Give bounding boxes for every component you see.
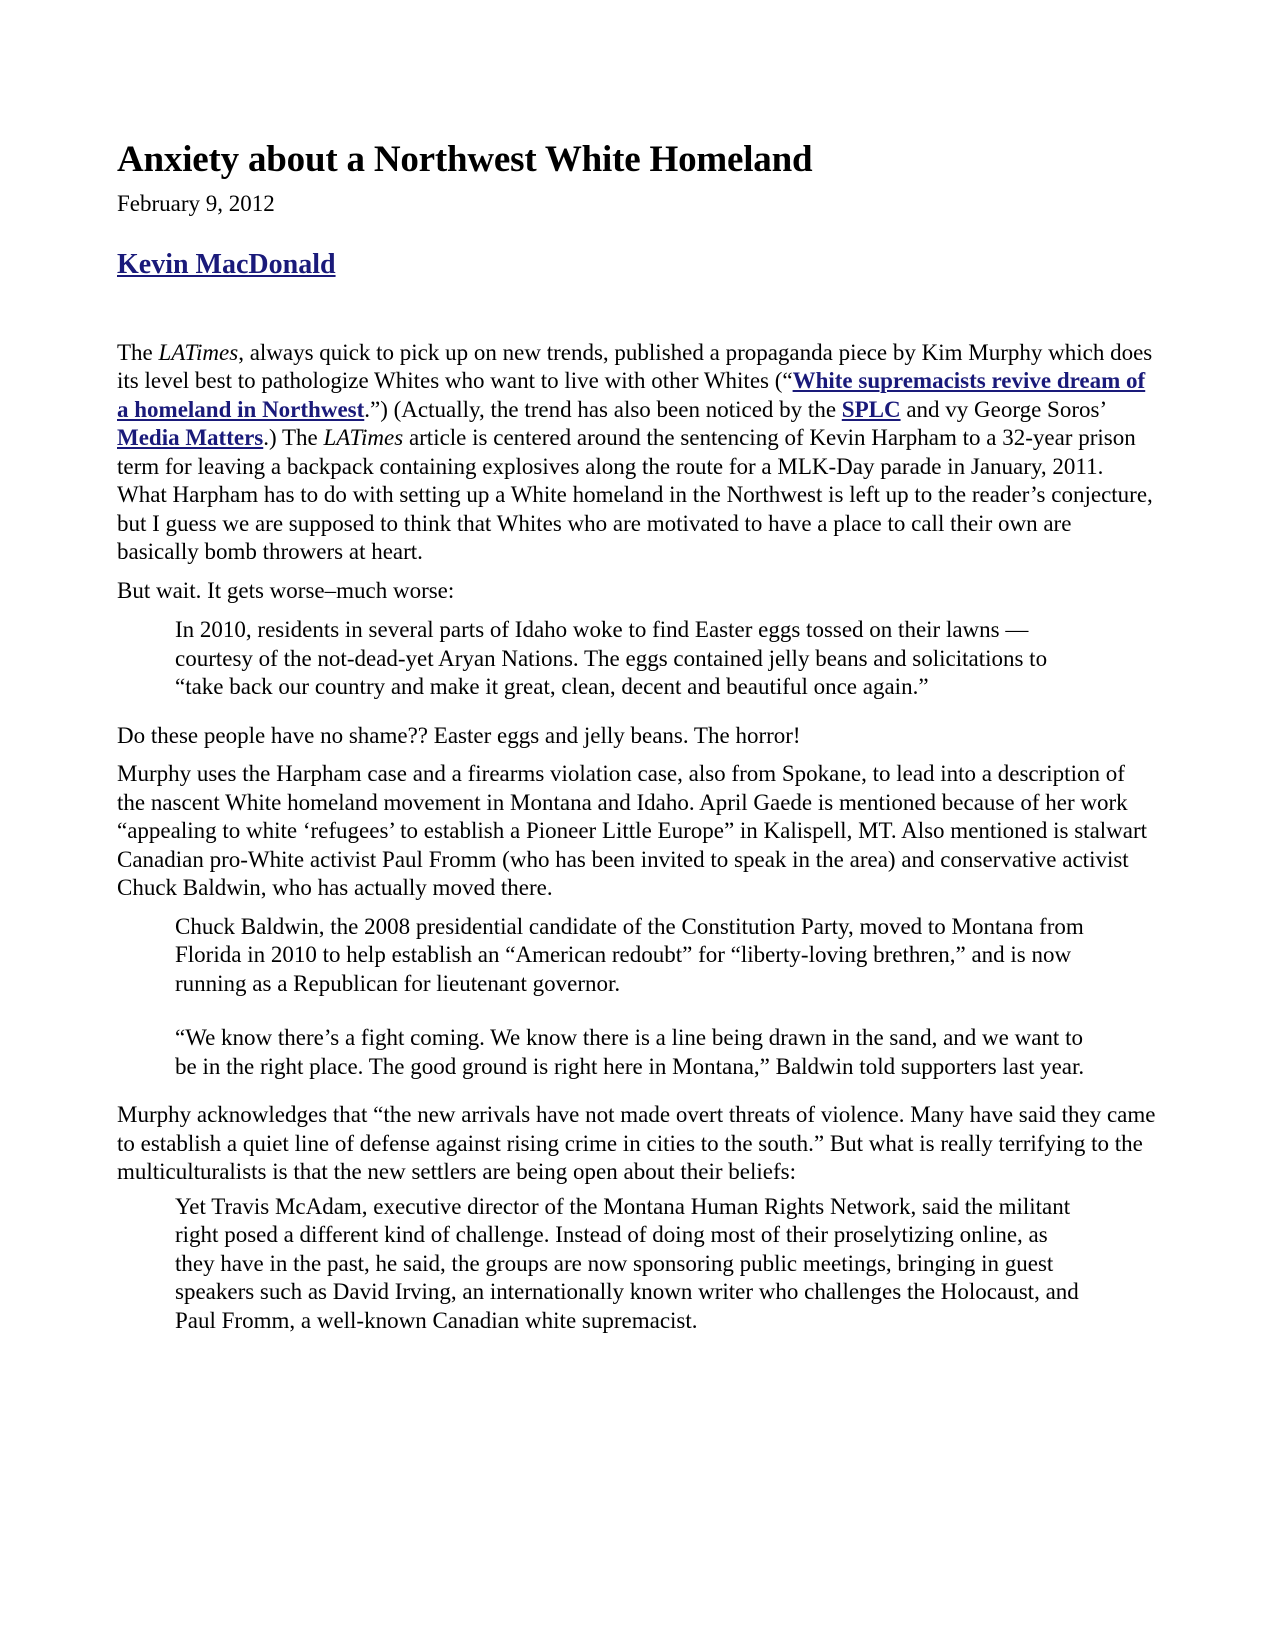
author-link[interactable]: Kevin MacDonald — [117, 248, 336, 280]
publication-name: LATimes — [158, 339, 239, 365]
paragraph-transition: But wait. It gets worse–much worse: — [117, 577, 455, 603]
article-title: Anxiety about a Northwest White Homeland — [117, 139, 813, 180]
blockquote-baldwin — [175, 913, 1090, 1082]
paragraph-acknowledges: Murphy acknowledges that “the new arrivals have not made overt threats of violence. Many have said they came to establish a quiet line of defense against rising crime in cities to the south.” But what is really terrifying to the multiculturalists is that the new settlers are being open about their beliefs: — [117, 1102, 1156, 1185]
paragraph-shame: Do these people have no shame?? Easter eggs and jelly beans. The horror! — [117, 722, 801, 748]
publication-name: LATimes — [323, 425, 404, 451]
author-byline — [117, 248, 1157, 282]
paragraph-murphy: Murphy uses the Harpham case and a firearms violation case, also from Spokane, to lead into a description of the nascent White homeland movement in Montana and Idaho. April Gaede is mentioned because of her work “appealing to white ‘refugees’ to establish a Pioneer Little Europe” in Kalispell, MT. Also mentioned is stalwart Canadian pro-White activist Paul Fromm (who has been invited to speak in the area) and conservative activist Chuck Baldwin, who has actually moved there. — [117, 761, 1148, 901]
blockquote-easter-eggs — [175, 616, 1090, 702]
quote-text: “We know there’s a fight coming. We know there is a line being drawn in the sand, and we want to be in the right place. The good ground is right here in Montana,” Baldwin told supporters last year. — [175, 1025, 1085, 1079]
quote-text: Chuck Baldwin, the 2008 presidential candidate of the Constitution Party, moved to Montana from Florida in 2010 to help establish an “American redoubt” for “liberty-loving brethren,” and is now running as a Republican for lieutenant governor. — [175, 913, 1084, 996]
article-date: February 9, 2012 — [117, 191, 275, 217]
splc-link[interactable]: SPLC — [841, 396, 901, 422]
blockquote-mcadam — [175, 1193, 1090, 1336]
paragraph-intro: The LATimes, always quick to pick up on new trends, published a propaganda piece by Kim Murphy which does its level best to pathologize Whites who want to live with other Whites (“White supremacists revive dream of a homeland in Northwest.”) (Actually, the trend has also been noticed by the SPLC and vy George Soros’ Media Matters.) The LATimes article is centered around the sentencing of Kevin Harpham to a 32-year prison term for leaving a backpack containing explosives along the route for a MLK-Day parade in January, 2011. What Harpham has to do with setting up a White homeland in the Northwest is left up to the reader’s conjecture, but I guess we are supposed to think that Whites who are motivated to have a place to call their own are basically bomb throwers at heart. — [117, 339, 1153, 565]
latimes-article-link[interactable]: White supremacists revive dream of a homeland in Northwest — [117, 368, 1146, 422]
article — [117, 138, 1157, 1335]
quote-text: Yet Travis McAdam, executive director of the Montana Human Rights Network, said the militant right posed a different kind of challenge. Instead of doing most of their proselytizing online, as they have in the past, he said, the groups are now sponsoring public meetings, bringing in guest speakers such as David Irving, an internationally known writer who challenges the Holocaust, and Paul Fromm, a well-known Canadian white supremacist. — [175, 1193, 1079, 1333]
quote-text: In 2010, residents in several parts of Idaho woke to find Easter eggs tossed on their lawns — courtesy of the not-dead-yet Aryan Nations. The eggs contained jelly beans and solicitations to “take back our country and make it great, clean, decent and beautiful once again.” — [175, 617, 1048, 700]
media-matters-link[interactable]: Media Matters — [117, 425, 264, 451]
